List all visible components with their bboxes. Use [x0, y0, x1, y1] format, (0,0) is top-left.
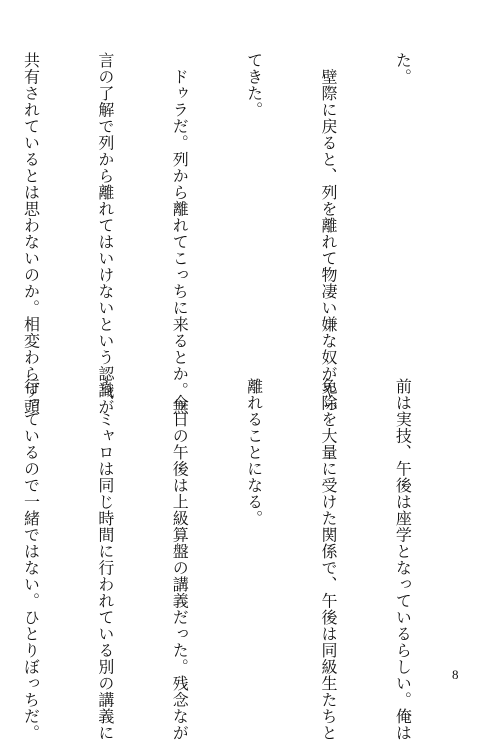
text-line: 離れることになる。 [244, 378, 264, 527]
text-line: てきた。 [244, 52, 264, 118]
text-line: 共有されているとは思わないのか。相変わらず頭 [21, 52, 41, 415]
text-line: 免除を大量に受けた関係で、午後は同級生たちと [319, 378, 339, 741]
text-line: 前は実技、午後は座学となっているらしい。俺は [393, 378, 413, 741]
text-line: 言の了解で列から離れてはいけないという認識が [95, 52, 115, 415]
text-line: ドゥラだ。列から離れてこっちに来るとか。無 [170, 52, 190, 415]
text-line: た。 [393, 52, 413, 85]
text-line: 壁際に戻ると、列を離れて物凄い嫌な奴がやっ [319, 52, 339, 415]
upper-text-block [0, 52, 464, 415]
text-line: 行っているので一緒ではない。ひとりぼっちだ。 [21, 378, 41, 741]
text-line: ら、ミャロは同じ時間に行われている別の講義に [95, 378, 115, 741]
lower-text-block [0, 378, 464, 741]
text-line: 今日の午後は上級算盤の講義だった。残念なが [170, 378, 190, 741]
page-number: 8 [452, 667, 459, 682]
